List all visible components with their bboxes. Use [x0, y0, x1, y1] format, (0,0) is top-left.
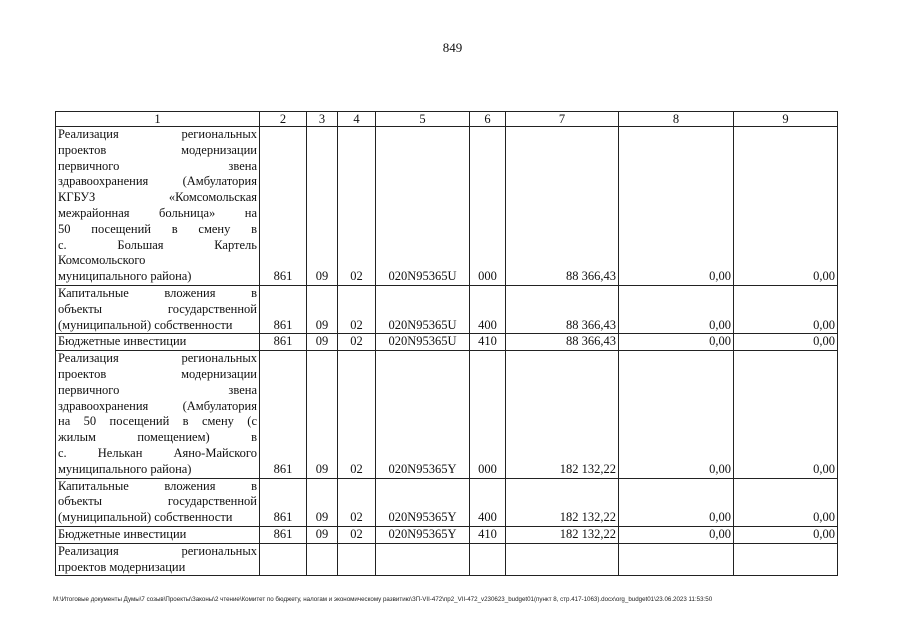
- cell-c6: [470, 543, 506, 576]
- cell-c8: 0,00: [619, 127, 734, 286]
- cell-c2: [260, 543, 307, 576]
- description-line: на 50 посещений в смену (с: [58, 414, 257, 429]
- header-cell: 6: [470, 112, 506, 127]
- description-line: объекты государственной: [58, 494, 257, 509]
- cell-c9: 0,00: [734, 285, 838, 333]
- cell-c7: 88 366,43: [506, 334, 619, 351]
- cell-c5: 020N95365Y: [376, 478, 470, 526]
- header-cell: 8: [619, 112, 734, 127]
- description-line: Комсомольского: [58, 253, 146, 268]
- header-cell: 7: [506, 112, 619, 127]
- description-line: 50 посещений в смену в: [58, 221, 257, 236]
- description-line: первичного звена: [58, 158, 257, 173]
- description-line: с. Большая Картель: [58, 237, 257, 252]
- cell-c2: 861: [260, 334, 307, 351]
- cell-c9: 0,00: [734, 334, 838, 351]
- cell-c7: 88 366,43: [506, 127, 619, 286]
- cell-c9: 0,00: [734, 127, 838, 286]
- cell-c4: 02: [338, 285, 376, 333]
- description-line: здравоохранения (Амбулатория: [58, 398, 257, 413]
- description-line: (муниципальной) собственности: [58, 317, 233, 332]
- description-line: первичного звена: [58, 382, 257, 397]
- row-description: [56, 285, 260, 333]
- cell-c6: 410: [470, 334, 506, 351]
- row-description: [56, 478, 260, 526]
- row-description: [56, 526, 260, 543]
- cell-c8: 0,00: [619, 334, 734, 351]
- page-number: 849: [442, 40, 463, 55]
- header-cell: 2: [260, 112, 307, 127]
- cell-c4: [338, 543, 376, 576]
- description-line: здравоохранения (Амбулатория: [58, 174, 257, 189]
- cell-c3: 09: [307, 285, 338, 333]
- description-line: муниципального района): [58, 461, 192, 476]
- cell-c9: [734, 543, 838, 576]
- cell-c4: 02: [338, 526, 376, 543]
- row-description: [56, 334, 260, 351]
- cell-c6: 410: [470, 526, 506, 543]
- cell-c5: 020N95365U: [376, 334, 470, 351]
- cell-c6: 400: [470, 478, 506, 526]
- description-line: проектов модернизации: [58, 142, 257, 157]
- budget-table: [55, 111, 838, 576]
- header-cell: 9: [734, 112, 838, 127]
- description-line: Реализация региональных: [58, 127, 257, 141]
- cell-c6: 400: [470, 285, 506, 333]
- description-line: проектов модернизации: [58, 366, 257, 381]
- description-line: Бюджетные инвестиции: [58, 526, 187, 541]
- cell-c3: 09: [307, 127, 338, 286]
- description-line: Капитальные вложения в: [58, 478, 257, 493]
- cell-c8: [619, 543, 734, 576]
- table-row: [56, 334, 838, 351]
- cell-c7: [506, 543, 619, 576]
- cell-c7: 182 132,22: [506, 478, 619, 526]
- description-line: (муниципальной) собственности: [58, 510, 233, 525]
- table-row: [56, 478, 838, 526]
- cell-c8: 0,00: [619, 351, 734, 478]
- row-description: [56, 351, 260, 478]
- description-line: Бюджетные инвестиции: [58, 334, 187, 349]
- description-line: с. Нелькан Аяно-Майского: [58, 445, 257, 460]
- header-cell: 3: [307, 112, 338, 127]
- row-description: [56, 543, 260, 576]
- cell-c8: 0,00: [619, 526, 734, 543]
- table-row: [56, 127, 838, 286]
- table-row: [56, 285, 838, 333]
- cell-c2: 861: [260, 127, 307, 286]
- description-line: Реализация региональных: [58, 543, 257, 558]
- cell-c8: 0,00: [619, 285, 734, 333]
- description-line: Реализация региональных: [58, 351, 257, 366]
- cell-c3: 09: [307, 478, 338, 526]
- cell-c7: 182 132,22: [506, 351, 619, 478]
- description-line: межрайонная больница» на: [58, 205, 257, 220]
- cell-c3: [307, 543, 338, 576]
- cell-c7: 88 366,43: [506, 285, 619, 333]
- cell-c2: 861: [260, 526, 307, 543]
- cell-c9: 0,00: [734, 526, 838, 543]
- cell-c2: 861: [260, 351, 307, 478]
- cell-c5: 020N95365Y: [376, 351, 470, 478]
- cell-c2: 861: [260, 478, 307, 526]
- cell-c5: [376, 543, 470, 576]
- cell-c7: 182 132,22: [506, 526, 619, 543]
- cell-c8: 0,00: [619, 478, 734, 526]
- cell-c4: 02: [338, 127, 376, 286]
- cell-c9: 0,00: [734, 478, 838, 526]
- cell-c9: 0,00: [734, 351, 838, 478]
- header-cell: 1: [56, 112, 260, 127]
- cell-c4: 02: [338, 478, 376, 526]
- cell-c6: 000: [470, 351, 506, 478]
- table-row: [56, 351, 838, 478]
- description-line: жилым помещением) в: [58, 430, 257, 445]
- cell-c5: 020N95365U: [376, 127, 470, 286]
- table-row: [56, 526, 838, 543]
- description-line: Капитальные вложения в: [58, 285, 257, 300]
- cell-c4: 02: [338, 351, 376, 478]
- cell-c5: 020N95365Y: [376, 526, 470, 543]
- cell-c3: 09: [307, 334, 338, 351]
- description-line: КГБУЗ «Комсомольская: [58, 190, 257, 205]
- cell-c4: 02: [338, 334, 376, 351]
- description-line: муниципального района): [58, 269, 192, 284]
- row-description: [56, 127, 260, 286]
- description-line: объекты государственной: [58, 301, 257, 316]
- cell-c3: 09: [307, 351, 338, 478]
- header-cell: 5: [376, 112, 470, 127]
- header-cell: 4: [338, 112, 376, 127]
- table-row: [56, 543, 838, 576]
- table-header-row: [56, 112, 838, 127]
- file-path-footer: М:\Итоговые документы Думы\7 созыв\Проекты\Законы\2 чтение\Комитет по бюджету, налогам и экономическому развитию\ЗП-VII-472\пр2_VII-472_v230623_budget01(пункт 8, стр.417-1063).docx\org_budget01\23.06.2023 11:53:50: [53, 596, 713, 603]
- cell-c3: 09: [307, 526, 338, 543]
- cell-c2: 861: [260, 285, 307, 333]
- cell-c6: 000: [470, 127, 506, 286]
- description-line: проектов модернизации: [58, 559, 186, 574]
- cell-c5: 020N95365U: [376, 285, 470, 333]
